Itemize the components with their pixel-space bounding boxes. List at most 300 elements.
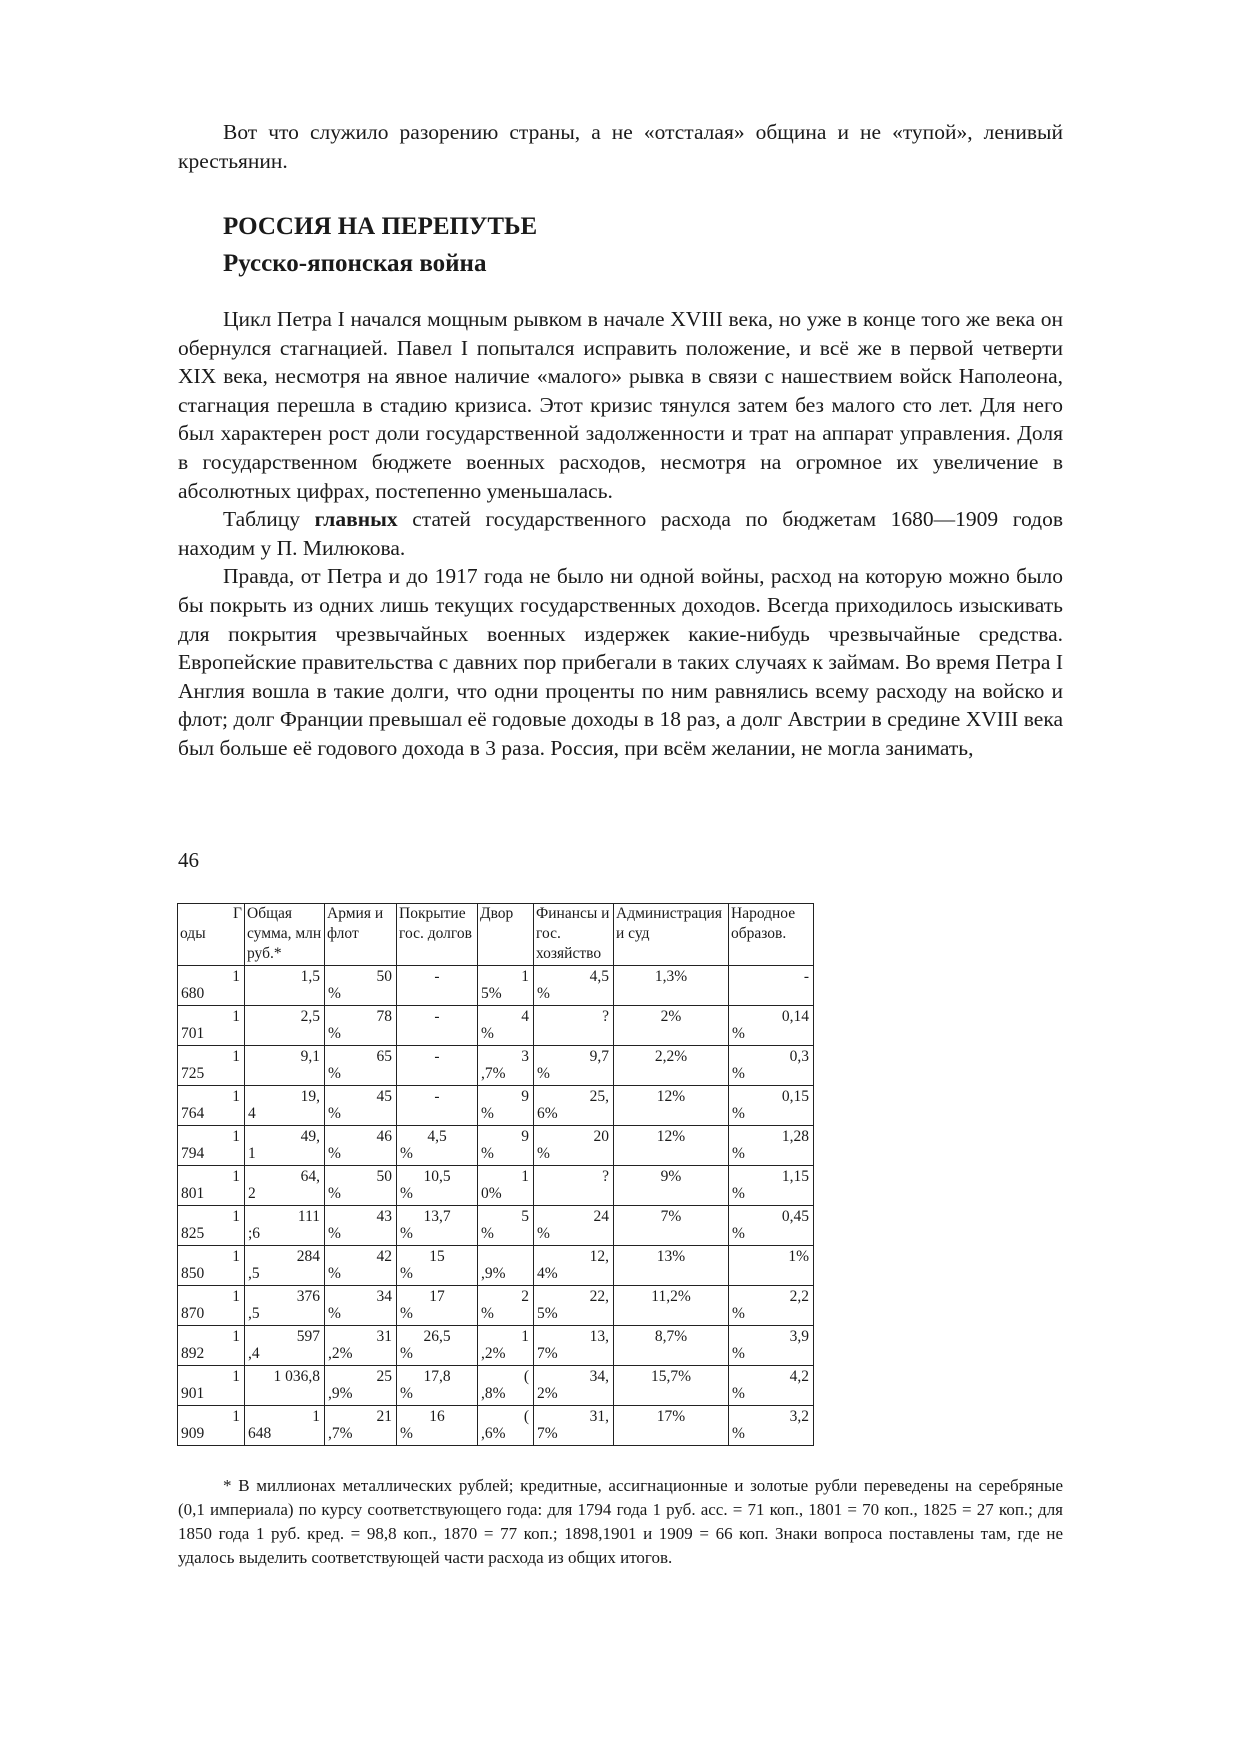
cell-value: 2%	[660, 1008, 682, 1025]
cell-top: 0,15	[781, 1088, 809, 1105]
cell-total	[245, 966, 325, 1006]
cell-top: 9,7	[589, 1048, 609, 1065]
cell-debt	[397, 966, 478, 1006]
header-year-bottom: оды	[180, 925, 206, 942]
cell-bottom: %	[481, 1145, 494, 1162]
table-row	[178, 1206, 814, 1246]
cell-top: 45	[376, 1088, 392, 1105]
paragraph-2-bold: главных	[314, 507, 398, 532]
cell-bottom: 892	[181, 1345, 205, 1362]
cell-bottom: ,9%	[328, 1385, 353, 1402]
cell-bottom: %	[732, 1105, 745, 1122]
cell-top: ?	[602, 1168, 609, 1185]
table-row	[178, 966, 814, 1006]
cell-admin	[614, 1206, 729, 1246]
cell-bottom: %	[328, 1265, 341, 1282]
cell-finance	[534, 1366, 614, 1406]
table-row	[178, 1246, 814, 1286]
cell-finance	[534, 1046, 614, 1086]
cell-top: 1%	[788, 1248, 809, 1265]
cell-top: 2,5	[300, 1008, 320, 1025]
cell-bottom: %	[328, 1025, 341, 1042]
cell-value: 11,2%	[651, 1288, 691, 1305]
cell-bottom: %	[537, 985, 550, 1002]
cell-bottom: %	[400, 1225, 413, 1242]
cell-army	[325, 1046, 397, 1086]
header-debt: Покрытие гос. долгов	[397, 904, 478, 966]
cell-bottom: 870	[181, 1305, 205, 1322]
cell-top: 597	[296, 1328, 320, 1345]
table-row	[178, 1406, 814, 1446]
cell-army	[325, 1406, 397, 1446]
cell-top: -	[434, 1008, 440, 1025]
cell-top: 19,	[300, 1088, 320, 1105]
cell-year	[178, 1286, 245, 1326]
cell-bottom: %	[481, 1305, 494, 1322]
cell-bottom: %	[537, 1225, 550, 1242]
cell-court	[478, 1406, 534, 1446]
cell-court	[478, 1006, 534, 1046]
cell-bottom: %	[328, 1185, 341, 1202]
cell-army	[325, 1366, 397, 1406]
cell-army	[325, 1286, 397, 1326]
cell-bottom: 901	[181, 1385, 205, 1402]
cell-top: 1	[232, 1208, 240, 1225]
table-body	[178, 966, 814, 1446]
cell-bottom: %	[481, 1225, 494, 1242]
header-admin: Администрация и суд	[614, 904, 729, 966]
cell-debt	[397, 1126, 478, 1166]
cell-year	[178, 1246, 245, 1286]
cell-court	[478, 1046, 534, 1086]
cell-top: 1	[232, 1368, 240, 1385]
cell-top: ?	[602, 1008, 609, 1025]
cell-top: 1	[521, 1328, 529, 1345]
cell-top: 5	[521, 1208, 529, 1225]
cell-top: 16	[429, 1408, 445, 1425]
cell-total	[245, 1206, 325, 1246]
cell-top: 0,14	[781, 1008, 809, 1025]
cell-value: 2,2%	[654, 1048, 688, 1065]
cell-bottom: 701	[181, 1025, 205, 1042]
cell-value: 1,3%	[654, 968, 688, 985]
cell-year	[178, 1166, 245, 1206]
cell-court	[478, 1326, 534, 1366]
header-court: Двор	[478, 904, 534, 966]
cell-bottom: %	[400, 1185, 413, 1202]
cell-bottom: ,4	[248, 1345, 260, 1362]
cell-top: 21	[376, 1408, 392, 1425]
cell-top: 4,5	[589, 968, 609, 985]
cell-top: 13,	[589, 1328, 609, 1345]
cell-value: 13%	[656, 1248, 686, 1265]
cell-bottom: 801	[181, 1185, 205, 1202]
cell-top: 65	[376, 1048, 392, 1065]
cell-total	[245, 1006, 325, 1046]
cell-bottom: 648	[248, 1425, 272, 1442]
cell-finance	[534, 1086, 614, 1126]
cell-top: 1	[232, 1328, 240, 1345]
paragraph-1: Цикл Петра I начался мощным рывком в начале XVIII века, но уже в конце того же века он обернулся стагнацией. Павел I попытался исправить положение, и всё же в первой четверти XIX века, несмотря на явное наличие «малого» рывка в связи с нашествием войск Наполеона, стагнация перешла в стадию кризиса. Этот кризис тянулся затем без малого сто лет. Для него был характерен рост доли государственной задолженности и трат на аппарат управления. Доля в государственном бюджете военных расходов, несмотря на огромное их увеличение в абсолютных цифрах, постепенно уменьшалась.	[178, 307, 1063, 503]
cell-bottom: 4%	[537, 1265, 558, 1282]
cell-bottom: %	[732, 1065, 745, 1082]
paragraph-3: Правда, от Петра и до 1917 года не было ни одной войны, расход на которую можно было бы покрыть из одних лишь текущих государственных доходов. Всегда приходилось изыскивать для покрытия чрезвычайных военных издержек какие-нибудь чрезвычайные средства. Европейские правительства с давних пор прибегали в таких случаях к займам. Во время Петра I Англия вошла в такие долги, что одни проценты по ним равнялись всему расходу на войско и флот; долг Франции превышал её годовые доходы в 18 раз, а долг Австрии в средине XVIII века был больше её годового дохода в 3 раза. Россия, при всём желании, не могла занимать,	[178, 564, 1063, 760]
cell-top: 12,	[589, 1248, 609, 1265]
cell-bottom: 6%	[537, 1105, 558, 1122]
cell-bottom: %	[537, 1065, 550, 1082]
cell-admin	[614, 1406, 729, 1446]
cell-top: 1,15	[781, 1168, 809, 1185]
cell-bottom: %	[328, 1065, 341, 1082]
cell-value: 12%	[656, 1088, 686, 1105]
cell-value: 12%	[656, 1128, 686, 1145]
cell-education	[729, 1046, 814, 1086]
paragraph-2	[178, 505, 1063, 562]
intro-paragraph-block	[178, 118, 1063, 175]
cell-top: 1	[232, 1048, 240, 1065]
table-row	[178, 1366, 814, 1406]
cell-court	[478, 1246, 534, 1286]
cell-court	[478, 1166, 534, 1206]
cell-top: 1	[232, 1128, 240, 1145]
cell-court	[478, 966, 534, 1006]
cell-bottom: %	[481, 1025, 494, 1042]
cell-top: -	[434, 1088, 440, 1105]
cell-court	[478, 1126, 534, 1166]
cell-army	[325, 1326, 397, 1366]
cell-court	[478, 1086, 534, 1126]
cell-top: 50	[376, 1168, 392, 1185]
cell-bottom: ,7%	[481, 1065, 506, 1082]
header-year	[178, 904, 245, 966]
cell-top: 0,45	[781, 1208, 809, 1225]
cell-top: 1	[232, 1168, 240, 1185]
cell-total	[245, 1086, 325, 1126]
cell-top: 1	[521, 1168, 529, 1185]
cell-top: 13,7	[423, 1208, 451, 1225]
cell-top: 1	[232, 1408, 240, 1425]
cell-bottom: %	[328, 985, 341, 1002]
paragraph-2-end: статей государственного расхода по бюджетам 1680—1909 годов находим у П. Милюкова.	[178, 507, 1063, 560]
cell-top: 20	[593, 1128, 609, 1145]
cell-debt	[397, 1406, 478, 1446]
chapter-title: РОССИЯ НА ПЕРЕПУТЬЕ	[223, 213, 538, 240]
cell-debt	[397, 1286, 478, 1326]
table-row	[178, 1006, 814, 1046]
cell-top: 46	[376, 1128, 392, 1145]
cell-bottom: %	[537, 1145, 550, 1162]
cell-bottom: 7%	[537, 1425, 558, 1442]
cell-value: 15,7%	[650, 1368, 692, 1385]
cell-admin	[614, 966, 729, 1006]
cell-finance	[534, 1406, 614, 1446]
cell-bottom: %	[732, 1225, 745, 1242]
section-title: Русско-японская война	[223, 250, 487, 277]
cell-top: 2,2	[789, 1288, 809, 1305]
cell-admin	[614, 1246, 729, 1286]
cell-bottom: 2	[248, 1185, 256, 1202]
cell-education	[729, 1126, 814, 1166]
cell-bottom: %	[732, 1345, 745, 1362]
cell-bottom: %	[732, 1385, 745, 1402]
cell-bottom: 5%	[481, 985, 502, 1002]
cell-bottom: ,7%	[328, 1425, 353, 1442]
header-army: Армия и флот	[325, 904, 397, 966]
cell-top: -	[434, 968, 440, 985]
cell-year	[178, 1326, 245, 1366]
cell-education	[729, 1326, 814, 1366]
cell-debt	[397, 1326, 478, 1366]
cell-top: 31	[376, 1328, 392, 1345]
cell-bottom: %	[732, 1145, 745, 1162]
cell-top: 43	[376, 1208, 392, 1225]
cell-bottom: %	[328, 1145, 341, 1162]
cell-top: 3,2	[789, 1408, 809, 1425]
cell-year	[178, 1046, 245, 1086]
cell-education	[729, 1006, 814, 1046]
cell-top: 376	[296, 1288, 320, 1305]
cell-top: 1	[232, 1248, 240, 1265]
cell-top: 78	[376, 1008, 392, 1025]
cell-bottom: 909	[181, 1425, 205, 1442]
cell-bottom: ,2%	[328, 1345, 353, 1362]
cell-bottom: ,2%	[481, 1345, 506, 1362]
footnote	[178, 1474, 1063, 1570]
cell-debt	[397, 1246, 478, 1286]
cell-finance	[534, 1206, 614, 1246]
cell-army	[325, 1246, 397, 1286]
cell-year	[178, 1086, 245, 1126]
cell-bottom: 2%	[537, 1385, 558, 1402]
cell-bottom: 725	[181, 1065, 205, 1082]
cell-bottom: %	[400, 1425, 413, 1442]
cell-top: 9	[521, 1128, 529, 1145]
cell-top: 1	[232, 1288, 240, 1305]
page-number: 46	[178, 848, 199, 872]
cell-top: 4,2	[789, 1368, 809, 1385]
cell-top: 2	[521, 1288, 529, 1305]
paragraph-2-start: Таблицу	[223, 507, 315, 532]
cell-bottom: %	[400, 1305, 413, 1322]
cell-top: 1	[521, 968, 529, 985]
cell-top: 1	[232, 968, 240, 985]
cell-top: 284	[296, 1248, 320, 1265]
cell-debt	[397, 1206, 478, 1246]
cell-top: 1	[312, 1408, 320, 1425]
cell-bottom: ,5	[248, 1265, 260, 1282]
cell-education	[729, 1206, 814, 1246]
cell-court	[478, 1206, 534, 1246]
cell-top: (	[523, 1408, 529, 1425]
cell-army	[325, 1006, 397, 1046]
cell-admin	[614, 1286, 729, 1326]
cell-top: 9,1	[300, 1048, 320, 1065]
cell-education	[729, 1246, 814, 1286]
cell-top: 10,5	[423, 1168, 451, 1185]
cell-year	[178, 966, 245, 1006]
cell-value: 9%	[660, 1168, 682, 1185]
cell-army	[325, 1086, 397, 1126]
cell-bottom: %	[732, 1305, 745, 1322]
cell-court	[478, 1366, 534, 1406]
cell-debt	[397, 1166, 478, 1206]
cell-bottom: ,8%	[481, 1385, 506, 1402]
cell-top: -	[803, 968, 809, 985]
cell-top: 9	[521, 1088, 529, 1105]
cell-army	[325, 1126, 397, 1166]
cell-education	[729, 1406, 814, 1446]
cell-top: 1	[232, 1008, 240, 1025]
cell-debt	[397, 1046, 478, 1086]
cell-education	[729, 966, 814, 1006]
table-row	[178, 1286, 814, 1326]
cell-bottom: ,6%	[481, 1425, 506, 1442]
cell-debt	[397, 1086, 478, 1126]
cell-bottom: 4	[248, 1105, 256, 1122]
header-finance: Финансы и гос. хозяйство	[534, 904, 614, 966]
cell-total	[245, 1286, 325, 1326]
cell-bottom: %	[732, 1185, 745, 1202]
cell-total	[245, 1246, 325, 1286]
cell-top: 3	[521, 1048, 529, 1065]
header-total: Общая сумма, млн руб.*	[245, 904, 325, 966]
cell-admin	[614, 1046, 729, 1086]
cell-admin	[614, 1086, 729, 1126]
cell-year	[178, 1366, 245, 1406]
table-row	[178, 1086, 814, 1126]
cell-top: 1	[232, 1088, 240, 1105]
cell-finance	[534, 1246, 614, 1286]
cell-bottom: %	[400, 1345, 413, 1362]
cell-value: 8,7%	[654, 1328, 688, 1345]
cell-bottom: 850	[181, 1265, 205, 1282]
cell-bottom: 825	[181, 1225, 205, 1242]
cell-top: 34,	[589, 1368, 609, 1385]
cell-bottom: %	[732, 1025, 745, 1042]
cell-top: 64,	[300, 1168, 320, 1185]
cell-top: 0,3	[789, 1048, 809, 1065]
cell-top: 17,8	[423, 1368, 451, 1385]
cell-bottom: 680	[181, 985, 205, 1002]
cell-top: 26,5	[423, 1328, 451, 1345]
cell-bottom: %	[328, 1305, 341, 1322]
budget-table	[177, 903, 814, 1446]
cell-top: 25,	[589, 1088, 609, 1105]
table-row	[178, 1126, 814, 1166]
cell-total	[245, 1366, 325, 1406]
cell-bottom: ;6	[248, 1225, 261, 1242]
cell-bottom: %	[328, 1105, 341, 1122]
cell-top: 4	[521, 1008, 529, 1025]
cell-finance	[534, 1286, 614, 1326]
cell-army	[325, 1206, 397, 1246]
cell-total	[245, 1166, 325, 1206]
cell-top: (	[523, 1368, 529, 1385]
cell-top: 50	[376, 968, 392, 985]
cell-admin	[614, 1006, 729, 1046]
cell-admin	[614, 1166, 729, 1206]
cell-top: 3,9	[789, 1328, 809, 1345]
cell-total	[245, 1126, 325, 1166]
cell-bottom: %	[732, 1425, 745, 1442]
cell-admin	[614, 1366, 729, 1406]
cell-bottom: 1	[248, 1145, 256, 1162]
cell-finance	[534, 1326, 614, 1366]
cell-top: 22,	[589, 1288, 609, 1305]
cell-top: 42	[376, 1248, 392, 1265]
cell-total	[245, 1406, 325, 1446]
cell-top: 1,28	[781, 1128, 809, 1145]
cell-bottom: 0%	[481, 1185, 502, 1202]
cell-top: -	[434, 1048, 440, 1065]
cell-year	[178, 1406, 245, 1446]
cell-bottom: ,5	[248, 1305, 260, 1322]
cell-bottom: 5%	[537, 1305, 558, 1322]
cell-admin	[614, 1326, 729, 1366]
cell-debt	[397, 1366, 478, 1406]
cell-admin	[614, 1126, 729, 1166]
cell-finance	[534, 1126, 614, 1166]
table-row	[178, 1166, 814, 1206]
cell-finance	[534, 1006, 614, 1046]
cell-bottom: %	[400, 1145, 413, 1162]
cell-top: 25	[376, 1368, 392, 1385]
cell-top: 1 036,8	[273, 1368, 320, 1385]
cell-top: 15	[429, 1248, 445, 1265]
intro-paragraph: Вот что служило разорению страны, а не «отсталая» община и не «тупой», ленивый крестьянин.	[178, 120, 1063, 173]
cell-bottom: %	[400, 1385, 413, 1402]
cell-debt	[397, 1006, 478, 1046]
header-education: Народное образов.	[729, 904, 814, 966]
cell-total	[245, 1046, 325, 1086]
cell-year	[178, 1126, 245, 1166]
cell-bottom: 794	[181, 1145, 205, 1162]
cell-education	[729, 1166, 814, 1206]
cell-court	[478, 1286, 534, 1326]
cell-top: 4,5	[427, 1128, 447, 1145]
cell-top: 1,5	[300, 968, 320, 985]
cell-education	[729, 1366, 814, 1406]
cell-top: 17	[429, 1288, 445, 1305]
footnote-text: * В миллионах металлических рублей; кредитные, ассигнационные и золотые рубли переведены на серебряные (0,1 империала) по курсу соответствующего года: для 1794 года 1 руб. асс. = 71 коп., 1801 = 70 коп., 1825 = 27 коп.; для 1850 года 1 руб. кред. = 98,8 коп., 1870 = 77 коп.; 1898,1901 и 1909 = 66 коп. Знаки вопроса поставлены там, где не удалось выделить соответствующей части расхода из общих итогов.	[178, 1476, 1063, 1567]
cell-value: 7%	[660, 1208, 682, 1225]
cell-top: 34	[376, 1288, 392, 1305]
cell-bottom: %	[400, 1265, 413, 1282]
cell-education	[729, 1086, 814, 1126]
cell-bottom: 7%	[537, 1345, 558, 1362]
table-row	[178, 1326, 814, 1366]
cell-army	[325, 966, 397, 1006]
cell-year	[178, 1206, 245, 1246]
cell-value: 17%	[656, 1408, 686, 1425]
cell-top: 31,	[589, 1408, 609, 1425]
header-year-top: Г	[233, 905, 242, 922]
cell-year	[178, 1006, 245, 1046]
cell-bottom: 764	[181, 1105, 205, 1122]
cell-army	[325, 1166, 397, 1206]
cell-finance	[534, 966, 614, 1006]
cell-top: 111	[297, 1208, 320, 1225]
cell-total	[245, 1326, 325, 1366]
cell-top: 24	[593, 1208, 609, 1225]
cell-top: 49,	[300, 1128, 320, 1145]
cell-education	[729, 1286, 814, 1326]
cell-finance	[534, 1166, 614, 1206]
cell-bottom: %	[328, 1225, 341, 1242]
cell-bottom: ,9%	[481, 1265, 506, 1282]
table-row	[178, 1046, 814, 1086]
table-header-row	[178, 904, 814, 966]
